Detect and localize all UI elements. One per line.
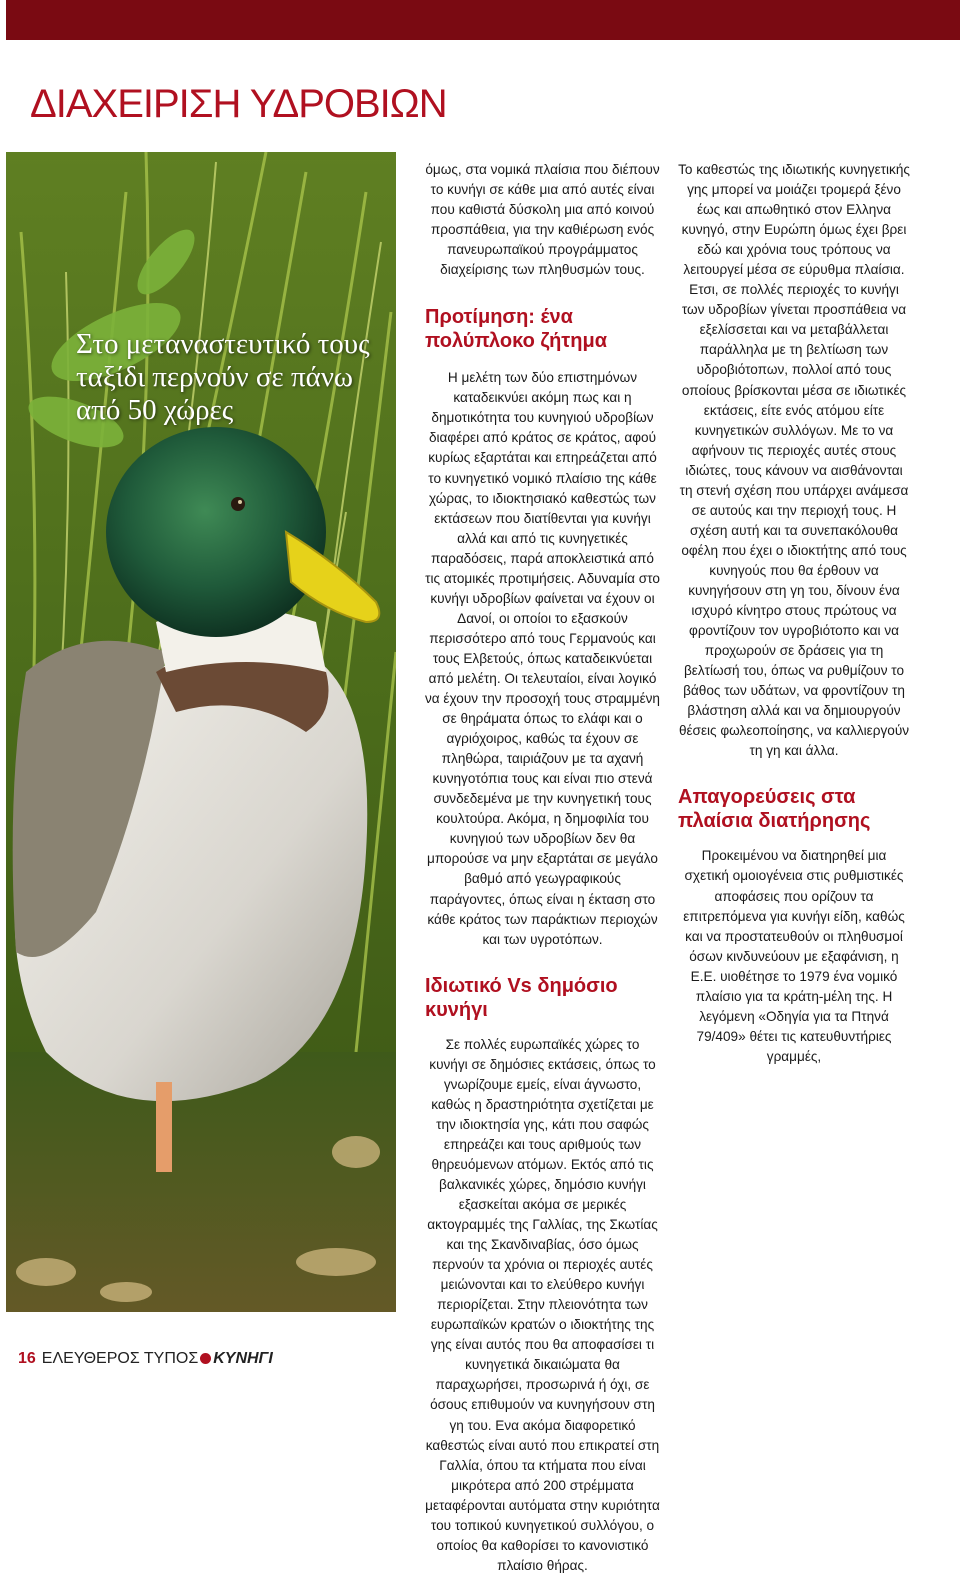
top-color-bar — [6, 0, 960, 40]
article-column-3 — [678, 160, 910, 1067]
magazine-brand: ΚΥΝΗΓΙ — [213, 1350, 273, 1367]
section-title: ΔΙΑΧΕΙΡΙΣΗ ΥΔΡΟΒΙΩΝ — [30, 82, 447, 126]
subheading-preference: Προτίμηση: ένα πολύπλοκο ζήτημα — [425, 306, 607, 353]
section3-paragraph: Προκειμένου να διατηρηθεί μια σχετική ομοιογένεια στις ρυθμιστικές αποφάσεις που ορίζουν τα επιτρεπόμενα για κυνήγι είδη, καθώς και να προστατευθούν οι πληθυσμοί όσων κινδυνεύουν με εξαφάνιση, η Ε.Ε. υιοθέτησε το 1979 ένα νομικό πλαίσιο για τα κράτη-μέλη της. Η λεγόμενη «Οδηγία για τα Πτηνά 79/409» θέτει τις κατευθυντήριες γραμμές, — [683, 848, 905, 1064]
page-number: 16 — [18, 1350, 36, 1367]
section2-paragraph-2: Το καθεστώς της ιδιωτικής κυνηγετικής γης μπορεί να μοιάζει τρομερά ξένο έως και απωθητικό στον Ελληνα κυνηγό, στην Ευρώπη όμως έχει βρει εδώ και χρόνια τους τρόπους να λειτουργεί μέσα σε εύρυθμα πλαίσια. Ετσι, σε πολλές περιοχές το κυνήγι των υδροβίων γίνεται προσπάθεια να εξελίσσεται και να μεταβάλλεται παράλληλα με τη βελτίωση των υδροβιότοπων, πολλοί από τους οποίους βρίσκονται μέσα σε ιδιωτικές εκτάσεις, είτε ενός ατόμου είτε κυνηγετικών συλλόγων. Με το να αφήνουν τις περιοχές αυτές στους ιδιώτες, τους κάνουν να αισθάνονται τη στενή σχέση που υπάρχει ανάμεσα σε αυτούς και την περιοχή τους. Η σχέση αυτή και τα συνεπακόλουθα οφέλη που έχει ο ιδιοκτήτης από τους κυνηγούς που θα έρθουν να κυνηγήσουν στη γη του, δίνουν ένα ισχυρό κίνητρο στους πρώτους να φροντίζουν τον υγροβιότοπο και να προχωρούν σε δράσεις για τη βελτίωσή του, όπως να ρυθμίζουν το βάθος των υδάτων, να φροντίζουν τη βλάστηση αλλά και να δημιουργούν θέσεις φωλεοποίησης, να καλλιεργούν τη γη και άλλα. — [678, 162, 910, 759]
subheading-conservation-bans: Απαγορεύσεις στα πλαίσια διατήρησης — [678, 786, 871, 833]
section2-paragraph: Σε πολλές ευρωπαϊκές χώρες το κυνήγι σε δημόσιες εκτάσεις, όπως το γνωρίζουμε εμείς, είναι άγνωστο, καθώς η δραστηριότητα σχετίζεται με την ιδιοκτησία γης, κάτι που σαφώς επηρεάζει και τους αριθμούς των θηρευόμενων ατόμων. Εκτός από τις βαλκανικές χώρες, δημόσιο κυνήγι εξασκείται ακόμα σε μερικές ακτογραμμές της Γαλλίας, της Σκωτίας και της Σκανδιναβίας, όσο όμως περνούν τα χρόνια οι περιοχές αυτές μειώνονται και το ελεύθερο κυνήγι περιορίζεται. Στην πλειονότητα των ευρωπαϊκών κρατών ο ιδιοκτήτης της γης είναι αυτός που θα αποφασίσει τι κυνηγετικά δικαιώματα θα παραχωρήσει, προσωρινά ή όχι, σε όσους επιθυμούν να κυνηγήσουν στη γη του. Ενα ακόμα διαφορετικό καθεστώς είναι αυτό που επικρατεί στη Γαλλία, όπου τα κτήματα που είναι μικρότερα από 200 στρέμματα μεταφέρονται αυτόματα στην κυριότητα του τοπικού κυνηγετικού συλλόγου, ο οποίος θα καθορίσει το κανονιστικό πλαίσιο θήρας. — [425, 1036, 660, 1573]
magazine-name: ΕΛΕΥΘΕΡΟΣ ΤΥΠΟΣ — [41, 1350, 199, 1367]
duck-photo — [6, 152, 396, 1312]
subheading-private-vs-public: Ιδιωτικό Vs δημόσιο κυνήγι — [425, 974, 618, 1021]
page-footer — [18, 1346, 273, 1372]
article-column-2 — [425, 160, 660, 1576]
pull-quote: Στο μεταναστευτικό τους ταξίδι περνούν σε πάνω από 50 χώρες — [76, 328, 370, 426]
section1-paragraph: Η μελέτη των δύο επιστημόνων καταδεικνύει ακόμη πως και η δημοτικότητα του κυνηγιού υδροβίων διαφέρει από κράτος σε κράτος, αφού κυρίως εξαρτάται και επηρεάζεται από το κυνηγετικό νομικό πλαίσιο της κάθε χώρας, το ιδιοκτησιακό καθεστώς των εκτάσεων που διατίθενται για κυνήγι αλλά και από τις κυνηγετικές παραδόσεις, παρά αποκλειστικά από τις ατομικές προτιμήσεις. Αδυναμία στο κυνήγι υδροβίων φαίνεται να έχουν οι Δανοί, οι οποίοι το εξασκούν περισσότερο από τους Γερμανούς και τους Ελβετούς, όπως καταδεικνύεται από μελέτη. Οι τελευταίοι, είναι λογικό να έχουν την προσοχή τους στραμμένη σε θηράματα όπως το ελάφι και ο αγριόχοιρος, καθώς τα έχουν σε πληθώρα, ταιριάζουν με τα αχανή κυνηγοτόπια τους και είναι πιο στενά συνδεδεμένα με την κυνηγετική τους κουλτούρα. Ακόμα, η δημοφιλία του κυνηγιού των υδροβίων δεν θα μπορούσε να μην εξαρτάται σε μεγάλο βαθμό από γεωγραφικούς παράγοντες, όπως είναι η έκταση στο κάθε κράτος των παράκτιων περιοχών και των υγροτόπων. — [425, 370, 660, 947]
intro-paragraph: όμως, στα νομικά πλαίσια που διέπουν το κυνήγι σε κάθε μια από αυτές είναι που καθιστά δύσκολη μια από κοινού προσπάθεια, για την καθιέρωση ενός πανευρωπαϊκού προγράμματος διαχείρισης των πληθυσμών τους. — [425, 162, 660, 278]
dot-separator-icon — [200, 1353, 211, 1364]
